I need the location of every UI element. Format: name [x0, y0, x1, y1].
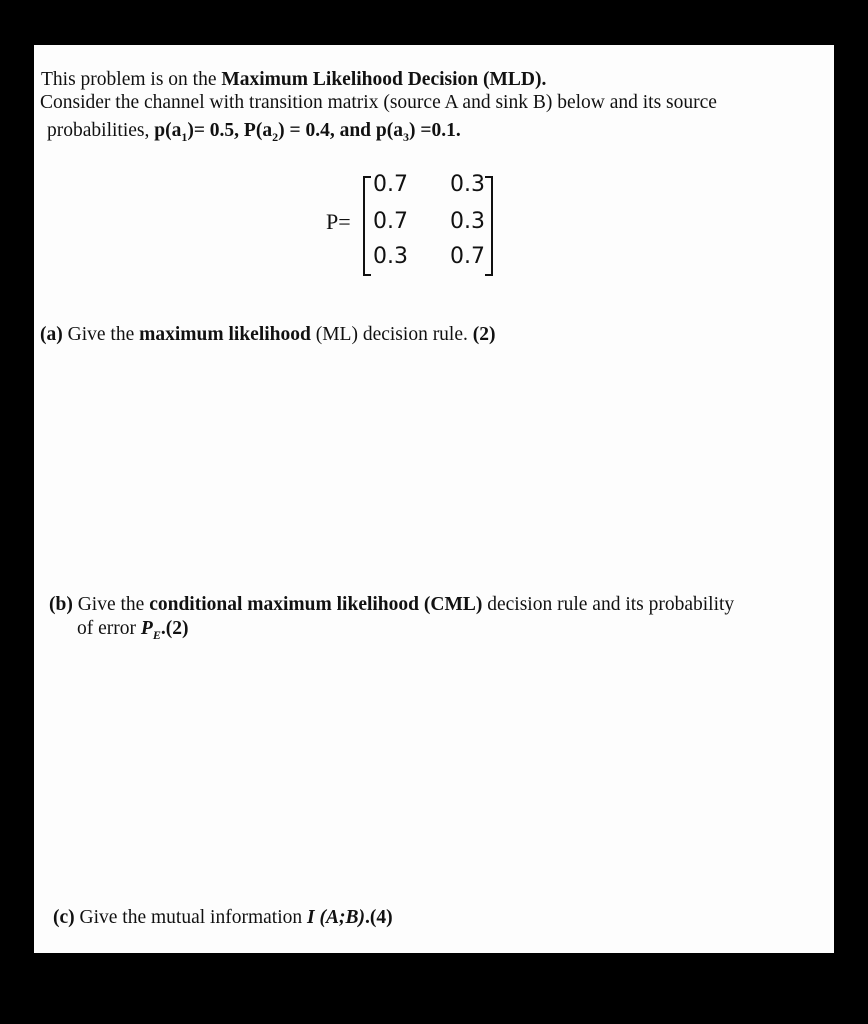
intro-text: This problem is on the: [41, 69, 222, 90]
intro-line-2: Consider the channel with transition matrix (source A and sink B) below and its source: [40, 92, 717, 113]
question-c-label: (c): [53, 907, 75, 928]
intro-topic: Maximum Likelihood Decision (MLD).: [221, 69, 547, 90]
intro-line-3: [47, 120, 461, 145]
exam-page: [34, 45, 834, 953]
matrix-row: [373, 209, 485, 234]
matrix-cell: 0.7: [373, 172, 408, 197]
prob-label: probabilities,: [47, 120, 155, 141]
mutual-information-symbol: I (A;B): [306, 907, 365, 928]
question-a-marks: (2): [472, 324, 496, 345]
question-b-line-2: of error $P_E.(2)$: [77, 618, 189, 642]
matrix-label: P=: [326, 209, 351, 234]
question-b: (b) Give the conditional maximum likelihood (CML) decision rule and its probability: [49, 594, 735, 615]
matrix-cell: 0.3: [373, 244, 408, 269]
matrix-left-bracket: [363, 176, 371, 276]
transition-matrix: [363, 172, 493, 278]
question-b-label: (b): [49, 594, 73, 615]
question-c-marks: .(4): [364, 907, 393, 928]
question-a-label: (a): [40, 324, 63, 345]
matrix-cell: 0.3: [450, 172, 485, 197]
matrix-cell: 0.7: [373, 209, 408, 234]
source-probabilities: $p(a_1)= 0.5$, $P(a_2) = 0.4$, and $p(a_3) =0.1$.: [154, 120, 461, 144]
matrix-right-bracket: [485, 176, 493, 276]
matrix-row: [373, 244, 485, 269]
matrix-cell: 0.7: [450, 244, 485, 269]
matrix-row: [373, 172, 485, 197]
matrix-cell: 0.3: [450, 209, 485, 234]
question-c: (c) Give the mutual information I (A;B).(4): [53, 907, 393, 928]
question-b-marks: .(2): [160, 618, 189, 639]
intro-line-1: [41, 69, 546, 91]
question-a: (a) Give the maximum likelihood (ML) decision rule. (2): [40, 324, 496, 345]
error-probability-symbol: P: [140, 618, 153, 639]
